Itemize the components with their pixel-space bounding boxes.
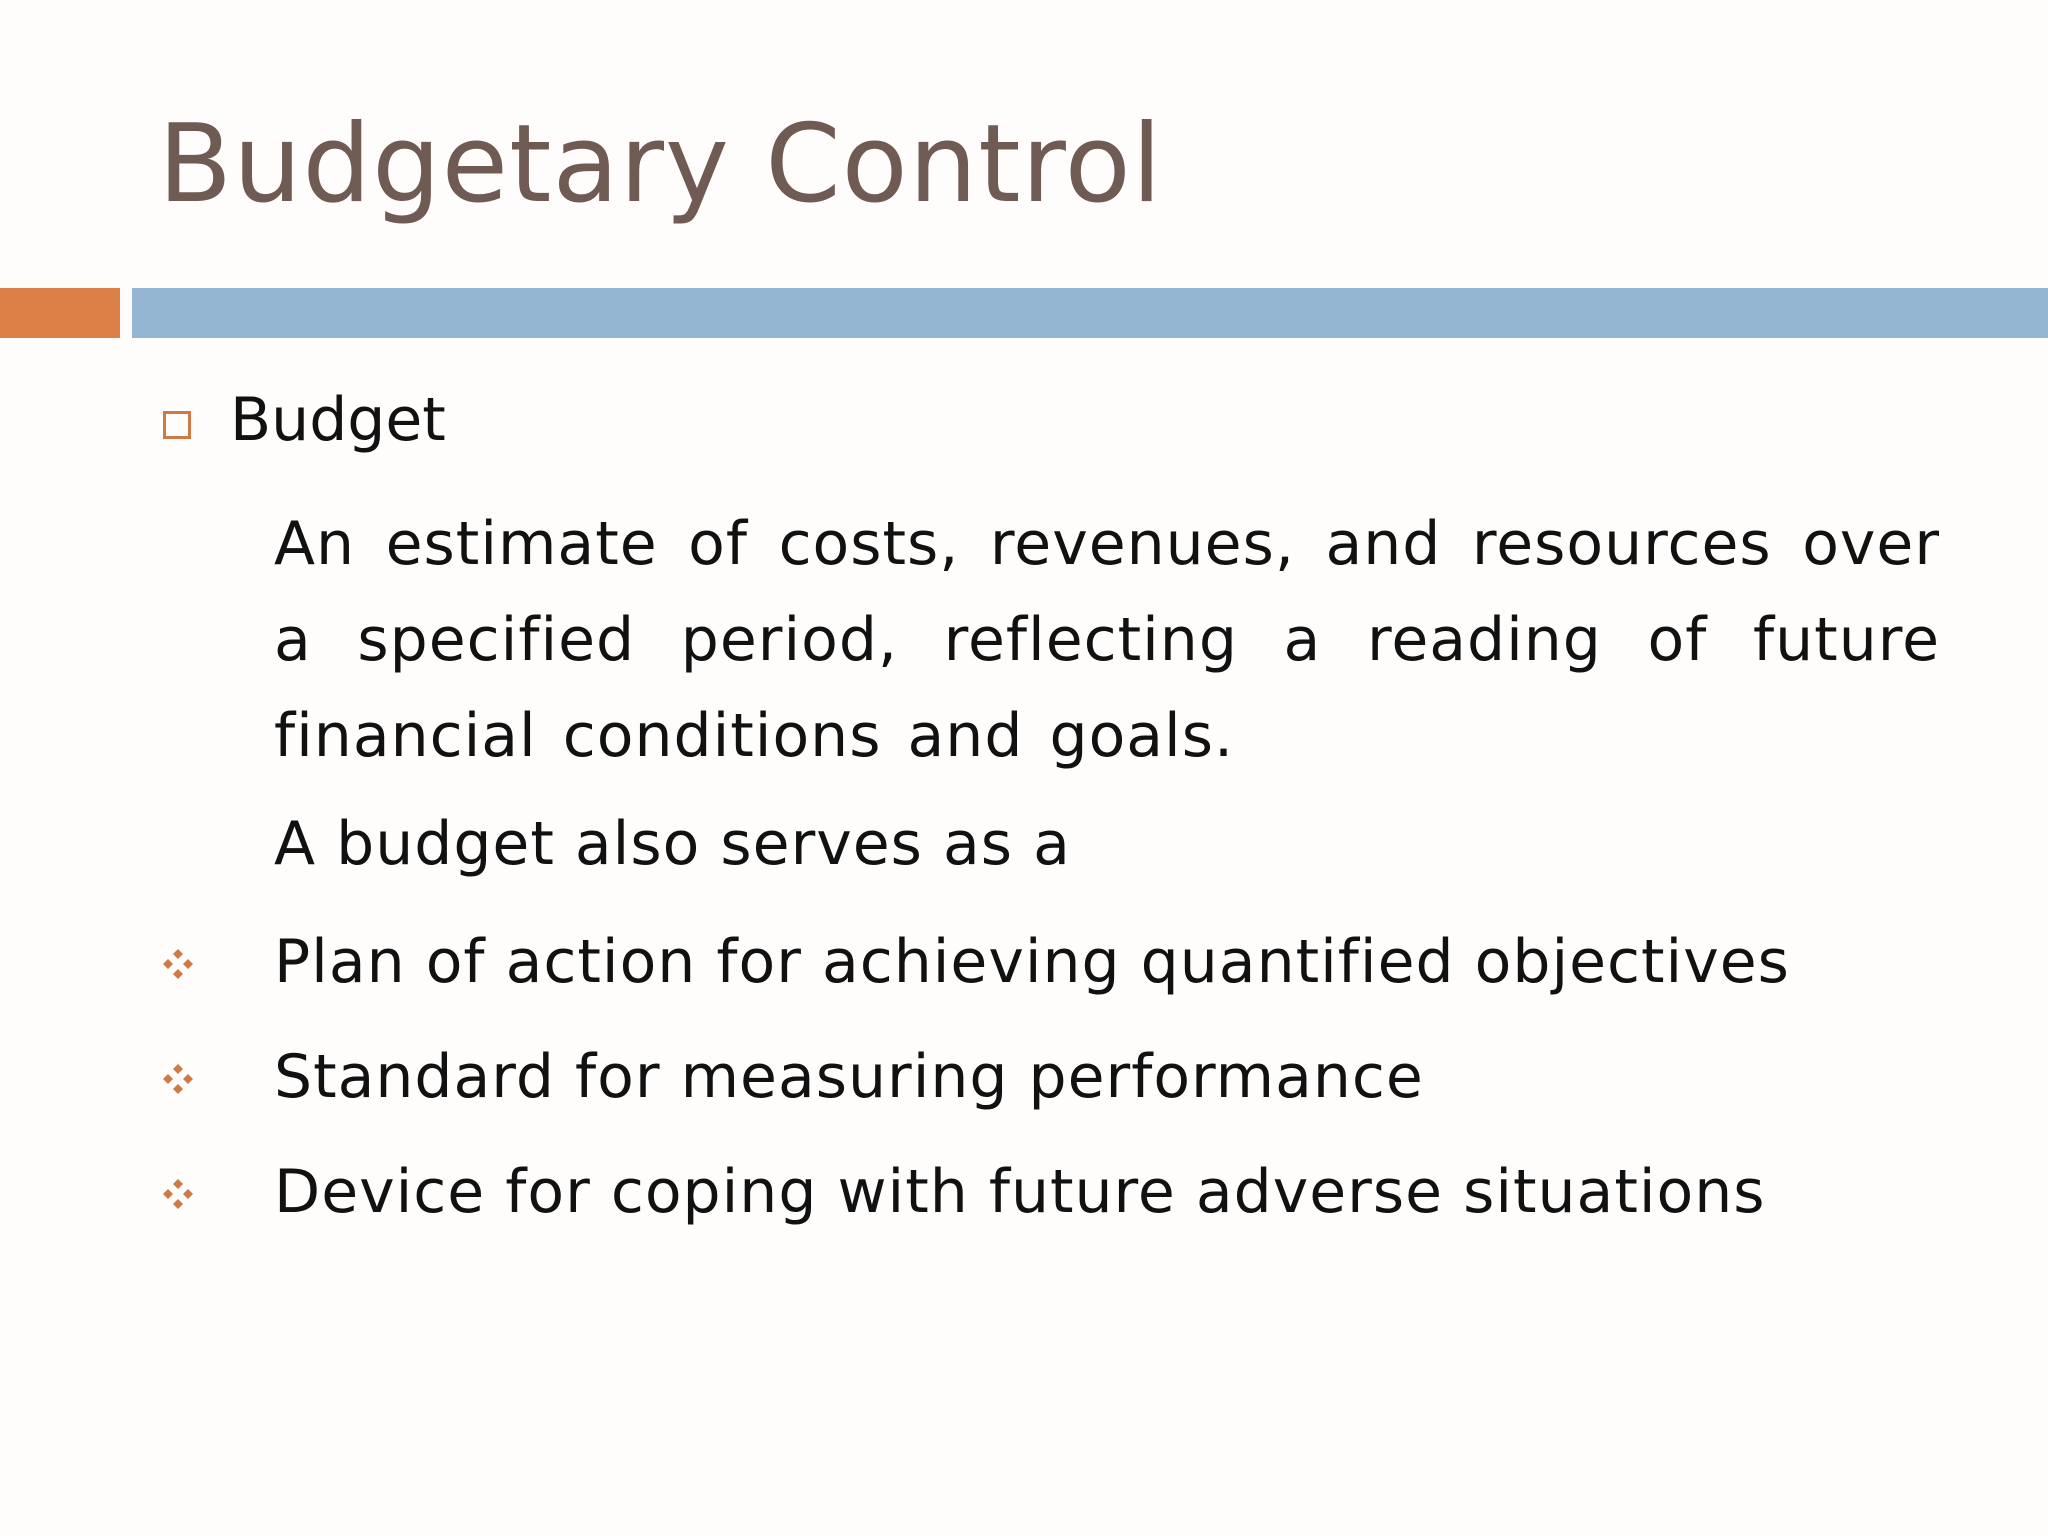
- budget-heading: Budget: [230, 385, 446, 455]
- budget-definition: An estimate of costs, revenues, and resources over a specified period, reflecting a reading of future financial conditions and goals.: [274, 509, 1940, 771]
- purpose-label: Device for coping with future adverse situations: [274, 1157, 1766, 1227]
- list-item: [0, 1029, 2048, 1125]
- accent-bar: [0, 288, 120, 338]
- diamond-bullet-icon: [160, 1061, 196, 1097]
- diamond-bullet-icon: [160, 946, 196, 982]
- list-item: [0, 914, 2048, 1010]
- square-bullet-icon: [163, 411, 191, 439]
- title-divider-bar: [132, 288, 2048, 338]
- purpose-label: Standard for measuring performance: [274, 1042, 1424, 1112]
- slide-title: Budgetary Control: [158, 102, 1163, 227]
- budget-intro: A budget also serves as a: [274, 809, 1071, 879]
- purpose-label: Plan of action for achieving quantified objectives: [274, 927, 1790, 997]
- diamond-bullet-icon: [160, 1176, 196, 1212]
- list-item: [0, 1144, 2048, 1240]
